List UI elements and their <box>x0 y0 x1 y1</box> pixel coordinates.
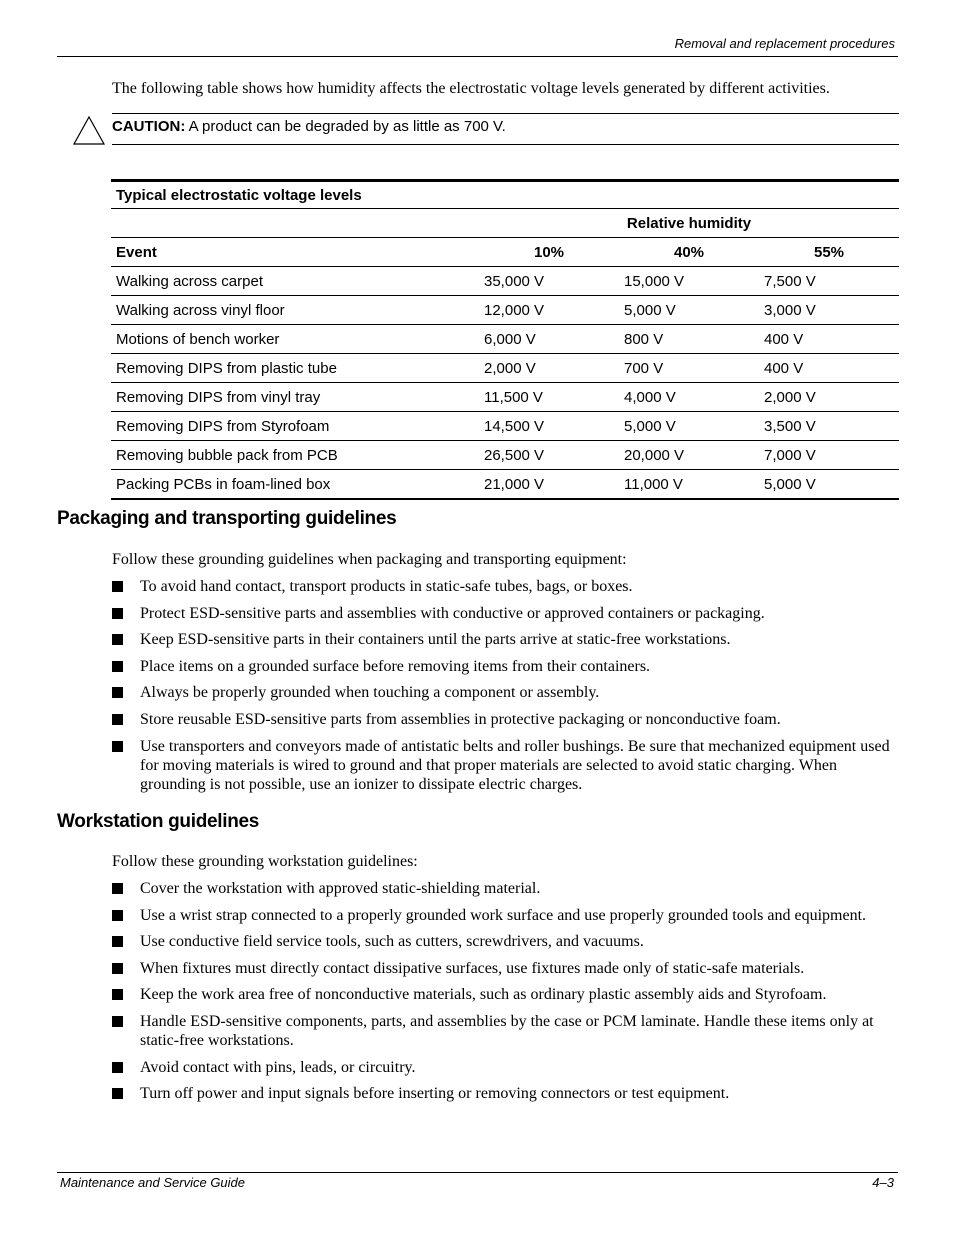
table-cell: Walking across carpet <box>111 267 479 296</box>
table-cell: Motions of bench worker <box>111 325 479 354</box>
bullet-square-icon <box>112 687 123 698</box>
workstation-list <box>112 879 902 1111</box>
table-title-row <box>111 181 899 209</box>
intro-paragraph: The following table shows how humidity affects the electrostatic voltage levels generated by different activities. <box>112 80 830 97</box>
bullet-square-icon <box>112 608 123 619</box>
bullet-square-icon <box>112 989 123 1000</box>
list-item: Cover the workstation with approved static-shielding material. <box>112 879 902 898</box>
bullet-square-icon <box>112 634 123 645</box>
footer-rule <box>57 1172 898 1173</box>
list-item: Use transporters and conveyors made of antistatic belts and roller bushings. Be sure that mechanized equipment used for moving materials is wired to ground and that proper materials are selected to avoid static charging. When grounding is not possible, use an ionizer to dissipate electric charges. <box>112 737 902 794</box>
table-row <box>111 354 899 383</box>
caution-label: CAUTION: <box>112 118 186 135</box>
table-cell: Packing PCBs in foam-lined box <box>111 470 479 500</box>
caution-text <box>112 118 506 135</box>
bullet-square-icon <box>112 936 123 947</box>
table-row <box>111 296 899 325</box>
caution-triangle-icon <box>72 115 106 145</box>
table-group-header-row <box>111 209 899 238</box>
table-cell: 6,000 V <box>479 325 619 354</box>
list-item: Use a wrist strap connected to a properly grounded work surface and use properly grounded tools and equipment. <box>112 906 902 925</box>
list-item: Keep ESD-sensitive parts in their containers until the parts arrive at static-free workstations. <box>112 630 902 649</box>
table-cell: 5,000 V <box>619 296 759 325</box>
table-row <box>111 470 899 500</box>
table-row <box>111 267 899 296</box>
voltage-table <box>111 179 899 500</box>
table-cell: 400 V <box>759 354 899 383</box>
table-group-header: Relative humidity <box>479 209 899 238</box>
table-cell: 2,000 V <box>479 354 619 383</box>
table-row <box>111 325 899 354</box>
table-cell: 800 V <box>619 325 759 354</box>
caution-message: A product can be degraded by as little as 700 V. <box>188 118 506 135</box>
bullet-square-icon <box>112 661 123 672</box>
table-cell: 7,000 V <box>759 441 899 470</box>
table-cell: 21,000 V <box>479 470 619 500</box>
packaging-lead: Follow these grounding guidelines when packaging and transporting equipment: <box>112 551 627 568</box>
bullet-square-icon <box>112 1016 123 1027</box>
bullet-square-icon <box>112 883 123 894</box>
list-item: Use conductive field service tools, such as cutters, screwdrivers, and vacuums. <box>112 932 902 951</box>
table-title: Typical electrostatic voltage levels <box>111 181 899 209</box>
table-header-row <box>111 238 899 267</box>
table-cell: 2,000 V <box>759 383 899 412</box>
footer-guide-title: Maintenance and Service Guide <box>60 1175 246 1190</box>
table-cell: 15,000 V <box>619 267 759 296</box>
table-cell: 12,000 V <box>479 296 619 325</box>
bullet-square-icon <box>112 1088 123 1099</box>
table-cell: 3,500 V <box>759 412 899 441</box>
column-header-40: 40% <box>619 238 759 267</box>
table-cell: 26,500 V <box>479 441 619 470</box>
table-cell: 700 V <box>619 354 759 383</box>
table-row <box>111 441 899 470</box>
table-cell: 20,000 V <box>619 441 759 470</box>
table-cell: Removing DIPS from vinyl tray <box>111 383 479 412</box>
table-cell: Removing DIPS from Styrofoam <box>111 412 479 441</box>
column-header-55: 55% <box>759 238 899 267</box>
table-cell: Removing bubble pack from PCB <box>111 441 479 470</box>
packaging-heading: Packaging and transporting guidelines <box>57 508 397 529</box>
workstation-heading: Workstation guidelines <box>57 811 260 832</box>
column-header-event: Event <box>111 238 479 267</box>
table-cell: Walking across vinyl floor <box>111 296 479 325</box>
bullet-square-icon <box>112 714 123 725</box>
table-cell: 11,000 V <box>619 470 759 500</box>
table-cell: 4,000 V <box>619 383 759 412</box>
bullet-square-icon <box>112 963 123 974</box>
table-cell: Removing DIPS from plastic tube <box>111 354 479 383</box>
table-cell: 3,000 V <box>759 296 899 325</box>
table-cell: 14,500 V <box>479 412 619 441</box>
bullet-square-icon <box>112 581 123 592</box>
table-cell: 400 V <box>759 325 899 354</box>
list-item: Keep the work area free of nonconductive materials, such as ordinary plastic assembly aids and Styrofoam. <box>112 985 902 1004</box>
bullet-square-icon <box>112 1062 123 1073</box>
table-cell: 7,500 V <box>759 267 899 296</box>
list-item: Always be properly grounded when touching a component or assembly. <box>112 683 902 702</box>
packaging-list <box>112 577 902 801</box>
list-item: Protect ESD-sensitive parts and assemblies with conductive or approved containers or packaging. <box>112 604 902 623</box>
table-cell: 11,500 V <box>479 383 619 412</box>
list-item: To avoid hand contact, transport products in static-safe tubes, bags, or boxes. <box>112 577 902 596</box>
bullet-square-icon <box>112 741 123 752</box>
workstation-lead: Follow these grounding workstation guidelines: <box>112 853 418 870</box>
list-item: Store reusable ESD-sensitive parts from assemblies in protective packaging or nonconductive foam. <box>112 710 902 729</box>
table-cell: 5,000 V <box>759 470 899 500</box>
caution-box <box>72 113 899 145</box>
table-group-spacer <box>111 209 479 238</box>
table-row <box>111 412 899 441</box>
footer-page-number: 4–3 <box>872 1175 894 1190</box>
bullet-square-icon <box>112 910 123 921</box>
table-row <box>111 383 899 412</box>
header-rule <box>57 56 898 57</box>
list-item: Turn off power and input signals before inserting or removing connectors or test equipment. <box>112 1084 902 1103</box>
caution-rule-top <box>112 113 899 114</box>
list-item: Avoid contact with pins, leads, or circuitry. <box>112 1058 902 1077</box>
caution-rule-bottom <box>112 144 899 145</box>
list-item: When fixtures must directly contact dissipative surfaces, use fixtures made only of static-safe materials. <box>112 959 902 978</box>
running-header: Removal and replacement procedures <box>674 36 895 51</box>
column-header-10: 10% <box>479 238 619 267</box>
list-item: Handle ESD-sensitive components, parts, and assemblies by the case or PCM laminate. Handle these items only at static-free workstations. <box>112 1012 902 1050</box>
table-cell: 35,000 V <box>479 267 619 296</box>
table-cell: 5,000 V <box>619 412 759 441</box>
list-item: Place items on a grounded surface before removing items from their containers. <box>112 657 902 676</box>
